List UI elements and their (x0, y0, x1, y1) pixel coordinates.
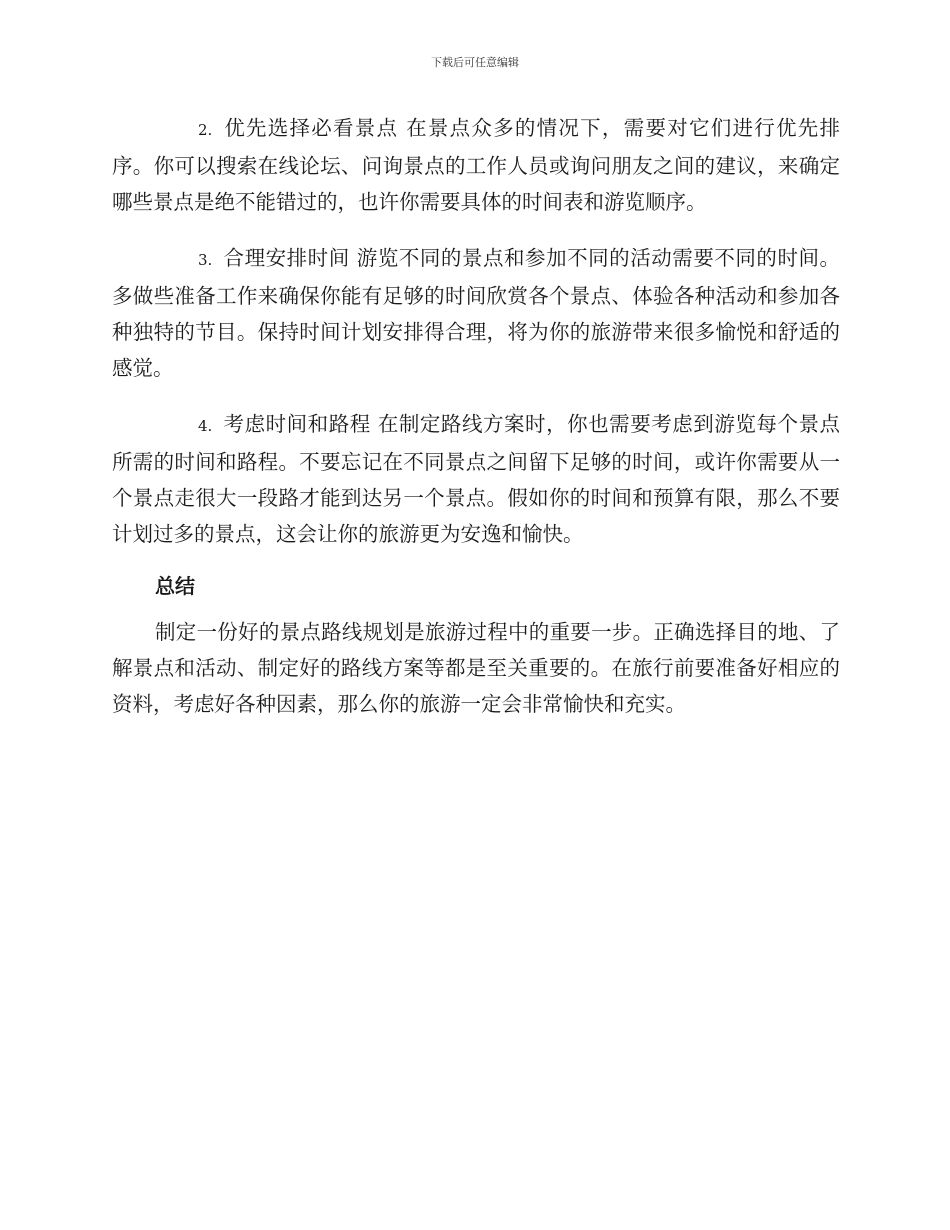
item-title: 合理安排时间 (223, 246, 350, 270)
summary-heading: 总结 (155, 574, 195, 598)
item-body: 在景点众多的情况下，需要对它们进行优先排序。你可以搜索在线论坛、问询景点的工作人员或询问朋友之间的建议，来确定哪些景点是绝不能错过的，也许你需要具体的时间表和游览顺序。 (112, 116, 841, 214)
list-item-4 (112, 406, 840, 552)
item-number: 3. (198, 251, 213, 269)
item-title: 考虑时间和路程 (223, 412, 371, 436)
item-body: 游览不同的景点和参加不同的活动需要不同的时间。多做些准备工作来确保你能有足够的时间欣赏各个景点、体验各种活动和参加各种独特的节目。保持时间计划安排得合理，将为你的旅游带来很多愉悦和舒适的感觉。 (112, 246, 841, 380)
summary-paragraph: 制定一份好的景点路线规划是旅游过程中的重要一步。正确选择目的地、了解景点和活动、制定好的路线方案等都是至关重要的。在旅行前要准备好相应的资料，考虑好各种因素，那么你的旅游一定会非常愉快和充实。 (112, 620, 840, 716)
list-item-3 (112, 240, 840, 386)
item-title: 优先选择必看景点 (223, 116, 399, 140)
item-body: 在制定路线方案时，你也需要考虑到游览每个景点所需的时间和路程。不要忘记在不同景点之间留下足够的时间，或许你需要从一个景点走很大一段路才能到达另一个景点。假如你的时间和预算有限，那么不要计划过多的景点，这会让你的旅游更为安逸和愉快。 (112, 412, 841, 546)
list-item-2 (112, 110, 840, 220)
item-number: 2. (198, 121, 213, 139)
page-header: 下载后可任意编辑 (431, 56, 519, 69)
item-number: 4. (198, 417, 213, 435)
document-body (112, 110, 840, 742)
